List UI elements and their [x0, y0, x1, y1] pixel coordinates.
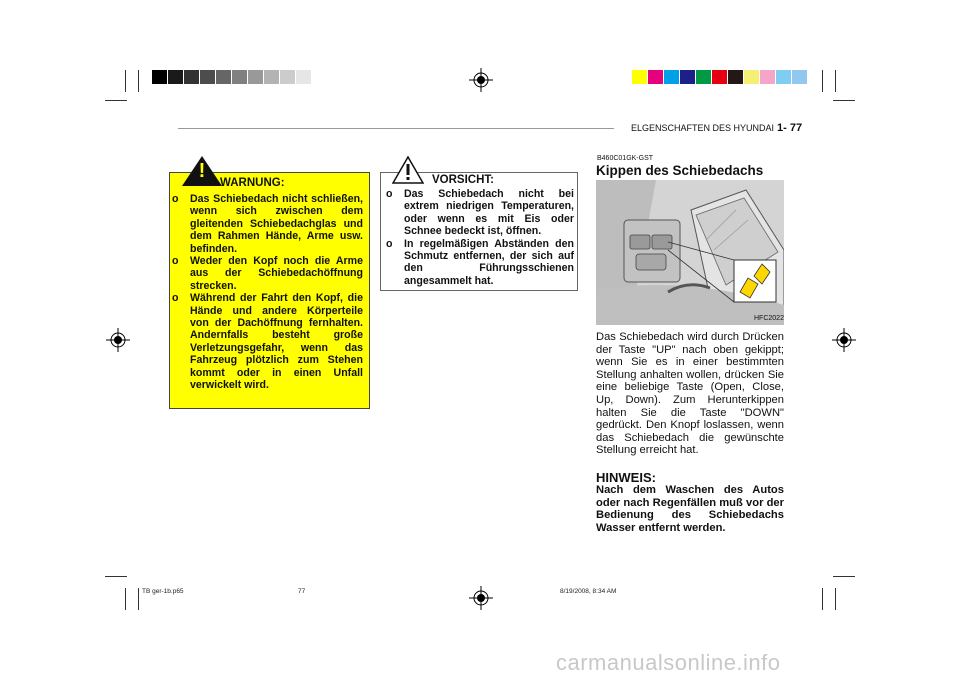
color-swatch	[760, 70, 775, 84]
warning-item	[172, 255, 363, 292]
crop-mark	[125, 70, 126, 92]
footer-date: 8/19/2008, 8:34 AM	[560, 588, 617, 595]
warning-item	[172, 193, 363, 255]
footer-page: 77	[298, 588, 306, 595]
crop-mark	[835, 70, 836, 92]
crop-mark	[138, 588, 139, 610]
warning-item-text: Das Schiebedach nicht schließen, wenn sich zwischen dem gleitenden Schiebedachglas und dem Rahmen Hände, Arme usw. befinden.	[190, 193, 363, 255]
body-text: Das Schiebedach wird durch Drücken der Taste "UP" nach oben gekippt; wenn Sie es in einer bestimmten Stellung anhalten wollen, drücken Sie eine beliebige Taste (Open, Close, Up, Down). Zum Herunterkippen halten Sie die Taste "DOWN" gedrückt. Den Knopf loslassen, wenn das Schiebedach die gewünschte Stellung erreicht hat.	[596, 331, 784, 457]
color-swatch	[680, 70, 695, 84]
caution-list	[386, 188, 574, 287]
gray-swatch	[184, 70, 199, 84]
color-swatch	[792, 70, 807, 84]
crop-mark	[822, 588, 823, 610]
caution-item	[386, 238, 574, 288]
gray-swatch	[200, 70, 215, 84]
registration-target-icon	[106, 328, 130, 352]
crop-mark	[833, 576, 855, 577]
color-bar	[632, 70, 808, 84]
gray-swatch	[296, 70, 311, 84]
warning-item-text: Weder den Kopf noch die Arme aus der Schiebedachöffnung strecken.	[190, 255, 363, 292]
warning-item-text: Während der Fahrt den Kopf, die Hände und andere Körperteile von der Dachöffnung fernhalten. Andernfalls besteht große Verletzungsgefahr, wenn das Fahrzeug plötzlich zum Stehen kommt oder in einen Unfall verwickelt wird.	[190, 292, 363, 392]
warning-list	[172, 193, 363, 392]
bullet: o	[172, 292, 179, 305]
caution-item-text: In regelmäßigen Abständen den Schmutz entfernen, der sich auf den Führungsschienen angesammelt hat.	[404, 237, 574, 287]
gray-swatch	[280, 70, 295, 84]
note-text: Nach dem Waschen des Autos oder nach Regenfällen muß vor der Bedienung des Schiebedachs Wasser entfernt werden.	[596, 484, 784, 534]
bullet: o	[386, 237, 393, 250]
warning-item	[172, 292, 363, 391]
caution-triangle-icon	[392, 156, 424, 184]
gray-swatch	[168, 70, 183, 84]
watermark: carmanualsonline.info	[556, 650, 781, 675]
gray-swatch	[248, 70, 263, 84]
running-title: ELGENSCHAFTEN DES HYUNDAI	[631, 123, 775, 133]
note-title: HINWEIS:	[596, 470, 656, 485]
bullet: o	[172, 193, 179, 205]
color-swatch	[776, 70, 791, 84]
section-heading: Kippen des Schiebedachs	[596, 163, 764, 178]
registration-target-icon	[469, 586, 493, 610]
bullet: o	[386, 188, 393, 200]
caution-item	[386, 188, 574, 238]
color-swatch	[712, 70, 727, 84]
registration-target-icon	[832, 328, 856, 352]
crop-mark	[138, 70, 139, 92]
sunroof-console-icon	[596, 180, 784, 325]
crop-mark	[105, 576, 127, 577]
crop-mark	[822, 70, 823, 92]
color-swatch	[664, 70, 679, 84]
gray-swatch	[216, 70, 231, 84]
gray-swatch	[152, 70, 167, 84]
crop-mark	[105, 100, 127, 101]
exclamation-icon: !	[198, 160, 206, 182]
caution-item-text: Das Schiebedach nicht bei extrem niedrigen Temperaturen, oder wenn es mit Eis oder Schnee bedeckt ist, öffnen.	[404, 188, 574, 238]
footer-file: TB ger-1b.p65	[142, 588, 184, 595]
sunroof-illustration	[596, 180, 784, 325]
color-swatch	[728, 70, 743, 84]
gray-swatch	[232, 70, 247, 84]
running-header	[631, 122, 802, 134]
crop-mark	[833, 100, 855, 101]
color-swatch	[744, 70, 759, 84]
registration-target-icon	[469, 68, 493, 92]
caution-title: VORSICHT:	[432, 174, 494, 186]
color-swatch	[632, 70, 647, 84]
header-rule	[178, 128, 614, 129]
grayscale-bar	[152, 70, 312, 84]
color-swatch	[696, 70, 711, 84]
crop-mark	[125, 588, 126, 610]
crop-mark	[835, 588, 836, 610]
section-code: B460C01GK-GST	[597, 155, 654, 162]
figure-code: HFC2022	[754, 315, 784, 322]
bullet: o	[172, 255, 179, 268]
warning-title: WARNUNG:	[220, 177, 285, 189]
color-swatch	[648, 70, 663, 84]
gray-swatch	[264, 70, 279, 84]
page-number: 1- 77	[777, 122, 803, 134]
